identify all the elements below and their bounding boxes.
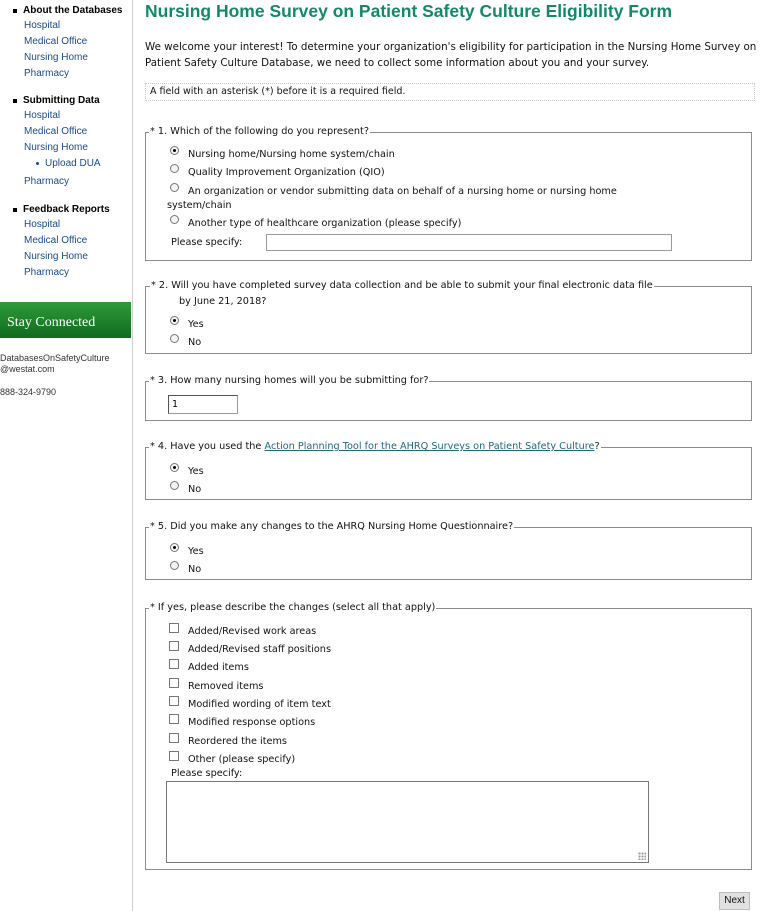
required-note: A field with an asterisk (*) before it is a required field. [145,83,755,101]
question-5 [145,521,752,580]
nav-link-pharmacy[interactable]: Pharmacy [24,267,70,278]
question-4-legend: * 4. Have you used the Action Planning Tool for the AHRQ Surveys on Patient Safety Culture? [150,441,600,452]
question-2 [145,280,752,354]
next-button[interactable]: Next [719,892,750,910]
q1-radio-other[interactable] [170,215,179,224]
intro-text: We welcome your interest! To determine your organization's eligibility for participation in the Nursing Home Survey on Patient Safety Culture Database, we need to collect some information about you and your survey. [145,41,757,69]
nav-section-submitting [0,94,132,190]
q5-label-no: No [188,564,202,575]
question-6-legend: * If yes, please describe the changes (select all that apply) [150,602,436,613]
q6-checkbox-added-items[interactable] [169,659,179,669]
action-planning-tool-link[interactable]: Action Planning Tool for the AHRQ Surveys on Patient Safety Culture [264,441,595,452]
q6-label-other: Other (please specify) [188,754,296,765]
q6-specify-label: Please specify: [171,768,243,779]
q4-radio-no[interactable] [170,481,179,490]
question-1 [145,126,752,261]
nav-section-about [0,4,132,82]
question-6 [145,602,752,870]
nav-link-hospital[interactable]: Hospital [24,20,61,31]
bullet-icon [36,162,39,165]
nav-link-hospital[interactable]: Hospital [24,110,61,121]
q1-radio-nursing-home[interactable] [170,146,179,155]
q1-specify-input[interactable] [266,234,672,251]
resize-grip-icon[interactable] [638,852,646,860]
nav-link-pharmacy[interactable]: Pharmacy [24,68,70,79]
question-3 [145,375,752,421]
q2-label-no: No [188,337,202,348]
q6-checkbox-modified-response[interactable] [169,714,179,724]
q1-radio-qio[interactable] [170,164,179,173]
sidebar-nav [0,0,133,911]
q1-label-qio: Quality Improvement Organization (QIO) [188,167,385,178]
q4-radio-yes[interactable] [170,463,179,472]
bullet-icon [13,99,17,103]
bullet-icon [13,208,17,212]
q6-specify-textarea[interactable] [166,781,649,863]
question-2-legend-cont: by June 21, 2018? [179,296,267,307]
nav-section-feedback [0,203,132,281]
stay-connected-banner: Stay Connected [0,302,131,338]
q1-label-vendor: An organization or vendor submitting data on behalf of a nursing home or nursing home [188,186,617,197]
question-4 [145,441,752,500]
q6-label-staff-positions: Added/Revised staff positions [188,644,331,655]
q1-label-nursing-home: Nursing home/Nursing home system/chain [188,149,395,160]
q6-label-reordered: Reordered the items [188,736,287,747]
nav-link-nursing-home[interactable]: Nursing Home [24,251,88,262]
q1-specify-label: Please specify: [171,237,243,248]
q2-label-yes: Yes [188,319,204,330]
nav-link-upload-dua[interactable]: Upload DUA [0,156,132,174]
contact-phone: 888-324-9790 [0,387,57,397]
q1-label-other: Another type of healthcare organization (please specify) [188,218,462,229]
nav-heading: Submitting Data [0,94,132,108]
q6-label-modified-wording: Modified wording of item text [188,699,331,710]
q6-checkbox-staff-positions[interactable] [169,641,179,651]
q1-radio-vendor[interactable] [170,183,179,192]
q2-radio-no[interactable] [170,334,179,343]
q6-checkbox-reordered[interactable] [169,733,179,743]
question-2-legend: * 2. Will you have completed survey data collection and be able to submit your final electronic data file [151,280,653,291]
bullet-icon [13,9,17,13]
nav-heading: Feedback Reports [0,203,132,217]
question-1-legend: * 1. Which of the following do you represent? [150,126,369,137]
nav-link-medical-office[interactable]: Medical Office [24,36,88,47]
q6-checkbox-other[interactable] [169,751,179,761]
nav-link-pharmacy[interactable]: Pharmacy [24,176,70,187]
q4-label-yes: Yes [188,466,204,477]
contact-email-line1[interactable]: DatabasesOnSafetyCulture [0,353,110,363]
nav-link-medical-office[interactable]: Medical Office [24,235,88,246]
q6-label-modified-response: Modified response options [188,717,316,728]
q6-checkbox-work-areas[interactable] [169,623,179,633]
q3-count-input[interactable]: 1 [168,395,238,414]
page-title: Nursing Home Survey on Patient Safety Culture Eligibility Form [145,1,673,21]
q5-radio-yes[interactable] [170,543,179,552]
q6-label-removed-items: Removed items [188,681,264,692]
q4-label-no: No [188,484,202,495]
q1-label-vendor-cont: system/chain [167,200,232,211]
question-3-legend: * 3. How many nursing homes will you be submitting for? [150,375,429,386]
q6-label-added-items: Added items [188,662,249,673]
q6-checkbox-modified-wording[interactable] [169,696,179,706]
q6-checkbox-removed-items[interactable] [169,678,179,688]
q6-label-work-areas: Added/Revised work areas [188,626,317,637]
nav-link-nursing-home[interactable]: Nursing Home [24,142,88,153]
nav-heading: About the Databases [0,4,132,18]
q2-radio-yes[interactable] [170,316,179,325]
nav-link-nursing-home[interactable]: Nursing Home [24,52,88,63]
nav-link-hospital[interactable]: Hospital [24,219,61,230]
contact-email-line2[interactable]: @westat.com [0,364,55,374]
question-5-legend: * 5. Did you make any changes to the AHRQ Nursing Home Questionnaire? [150,521,514,532]
nav-link-medical-office[interactable]: Medical Office [24,126,88,137]
q5-label-yes: Yes [188,546,204,557]
q5-radio-no[interactable] [170,561,179,570]
